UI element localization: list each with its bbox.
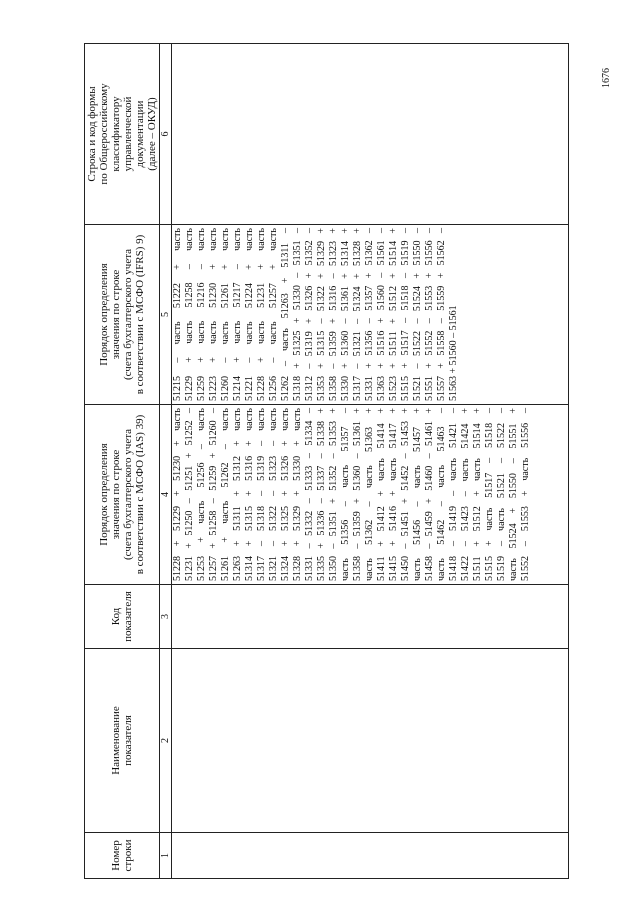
formula-line: часть 51462 – часть 51463 – — [436, 408, 447, 581]
formula-line: 51358 – 51359 + 51316 – 51323 + — [328, 228, 339, 401]
formula-line: часть 51456 – часть 51457 + — [412, 408, 423, 581]
formula-line: 51312 – 51319 + 51326 + 51352 – — [304, 228, 315, 401]
formula-line: 51330 + 51360 – 51361 + 51314 + — [340, 228, 351, 401]
formula-line: 51253 + часть 51256 – часть — [196, 408, 207, 581]
formula-line: 51450 – 51451 + 51452 – 51453 + — [400, 408, 411, 581]
formula-line: 51317 – 51318 – 51319 – часть — [256, 408, 267, 581]
formula-line: 51231 + 51250 – 51251 + 51252 – — [184, 408, 195, 581]
ifrs9-formula-cell — [172, 225, 569, 405]
formula-line: 51214 + часть 51217 – часть — [232, 228, 243, 401]
formula-line: 51521 – 51522 – 51524 + 51550 – — [412, 228, 423, 401]
header-text-line: управленческой — [122, 96, 134, 172]
column-number: 5 — [160, 225, 172, 405]
formula-line: 51321 – 51322 – 51323 – часть — [268, 408, 279, 581]
formula-line: 51257 + 51258 – 51259 + 51260 – — [208, 408, 219, 581]
formula-line: 51215 – часть 51222 + часть — [172, 228, 183, 401]
formula-line: 51353 + 51315 – 51322 + 51329 + — [316, 228, 327, 401]
formula-line: часть 51362 – часть 51363 + — [364, 408, 375, 581]
formula-line: 51228 + часть 51231 + часть — [256, 228, 267, 401]
table-row — [172, 44, 569, 879]
ias39-formula-cell — [172, 405, 569, 585]
column-number-row — [160, 44, 172, 879]
formula-line: 51422 – 51423 – часть 51424 + — [460, 408, 471, 581]
column-number: 3 — [160, 585, 172, 649]
formula-line: 51458 – 51459 + 51460 – 51461 + — [424, 408, 435, 581]
header-text-line: по Общероссийскому — [98, 83, 110, 185]
header-text-line: Код — [110, 607, 122, 626]
indicator-table — [84, 43, 569, 879]
header-text-line: Порядок определения — [98, 263, 110, 366]
formula-line: 51256 – часть 51257 + часть — [268, 228, 279, 401]
formula-line: 51324 + 51325 + 51326 + часть — [280, 408, 291, 581]
formula-line: 51557 + 51558 – 51559 + 51562 – — [436, 228, 447, 401]
formula-line: 51552 – 51553 + часть 51556 – — [520, 408, 531, 581]
formula-line: 51411 + 51412 + часть 51414 + — [376, 408, 387, 581]
formula-line: 51519 – часть 51521 – 51522 – — [496, 408, 507, 581]
formula-line: 51331 – 51332 – 51333 – 51334 – — [304, 408, 315, 581]
header-text-line: Строка и код формы — [86, 86, 98, 182]
formula-line: 51260 – часть 51261 + часть — [220, 228, 231, 401]
header-text-line: строки — [122, 839, 134, 872]
column-number: 4 — [160, 405, 172, 585]
formula-line: 51335 + 51336 – 51337 – 51338 + — [316, 408, 327, 581]
header-okud — [85, 44, 160, 225]
header-indicator-name — [85, 649, 160, 833]
row-number-cell — [172, 833, 569, 879]
header-text-line: (счета бухгалтерского учета — [122, 428, 134, 561]
header-text-line: показателя — [122, 715, 134, 766]
formula-line: 51317 – 51321 – 51324 + 51328 + — [352, 228, 363, 401]
rotated-table-sheet — [84, 44, 584, 879]
formula-line: 51262 – часть 51263 + 51311 – — [280, 228, 291, 401]
formula-line: 51511 + 51512 + часть 51514 + — [472, 408, 483, 581]
formula-line: 51350 – 51351 + 51352 – 51353 + — [328, 408, 339, 581]
indicator-name-cell — [172, 649, 569, 833]
header-row-number — [85, 833, 160, 879]
header-indicator-code — [85, 585, 160, 649]
column-number: 1 — [160, 833, 172, 879]
header-text-line: Порядок определения — [98, 443, 110, 546]
header-ias39-rule — [85, 405, 160, 585]
formula-line: 51363 + 51516 + 51560 – 51561 – — [376, 228, 387, 401]
header-text-line: в соответствии с МСФО (IAS) 39) — [134, 414, 146, 575]
indicator-code-cell — [172, 585, 569, 649]
formula-line: 51331 + 51356 – 51357 + 51362 – — [364, 228, 375, 401]
header-text-line: в соответствии с МСФО (IFRS) 9) — [134, 234, 146, 395]
column-number: 2 — [160, 649, 172, 833]
formula-line: часть 51524 + 51550 – 51551 + — [508, 408, 519, 581]
formula-line: 51223 + часть 51230 + часть — [208, 228, 219, 401]
formula-line: 51515 + часть 51517 – 51518 – — [484, 408, 495, 581]
formula-line: часть 51356 – часть 51357 – — [340, 408, 351, 581]
header-text-line: классификатору — [110, 96, 122, 172]
header-text-line: Номер — [110, 840, 122, 871]
formula-line: 51314 + 51315 + 51316 + часть — [244, 408, 255, 581]
formula-line: 51328 + 51329 + 51330 + часть — [292, 408, 303, 581]
formula-line: 51228 + 51229 + 51230 + часть — [172, 408, 183, 581]
header-text-line: (счета бухгалтерского учета — [122, 248, 134, 381]
page-number: 1676 — [601, 68, 612, 88]
formula-line: 51563 + 51560 – 51561 — [448, 305, 459, 401]
formula-line: 51221 – часть 51224 + часть — [244, 228, 255, 401]
header-text-line: значения по строке — [110, 449, 122, 540]
header-text-line: документации — [134, 100, 146, 168]
formula-line: 51263 + 51311 + 51312 + часть — [232, 408, 243, 581]
formula-line: 51259 + часть 51216 – часть — [196, 228, 207, 401]
formula-line: 51515 + 51517 – 51518 – 51519 – — [400, 228, 411, 401]
formula-line: 51261 + часть 51262 – часть — [220, 408, 231, 581]
formula-line: 51415 + 51416 + часть 51417 + — [388, 408, 399, 581]
formula-line: 51551 + 51552 – 51553 + 51556 – — [424, 228, 435, 401]
header-text-line: показателя — [122, 591, 134, 642]
header-text-line: (далее – ОКУД) — [146, 97, 158, 171]
formula-line: 51418 – 51419 – часть 51421 – — [448, 408, 459, 581]
header-ifrs9-rule — [85, 225, 160, 405]
formula-line: 51358 – 51359 + 51360 – 51361 + — [352, 408, 363, 581]
formula-line: 51523 + 51511 + 51512 + 51514 + — [388, 228, 399, 401]
header-row — [85, 44, 160, 879]
header-text-line: Наименование — [110, 706, 122, 775]
column-number: 6 — [160, 44, 172, 225]
formula-line: 51318 + 51325 + 51330 – 51351 – — [292, 228, 303, 401]
okud-cell — [172, 44, 569, 225]
header-text-line: значения по строке — [110, 269, 122, 360]
formula-line: 51229 + часть 51258 – часть — [184, 228, 195, 401]
